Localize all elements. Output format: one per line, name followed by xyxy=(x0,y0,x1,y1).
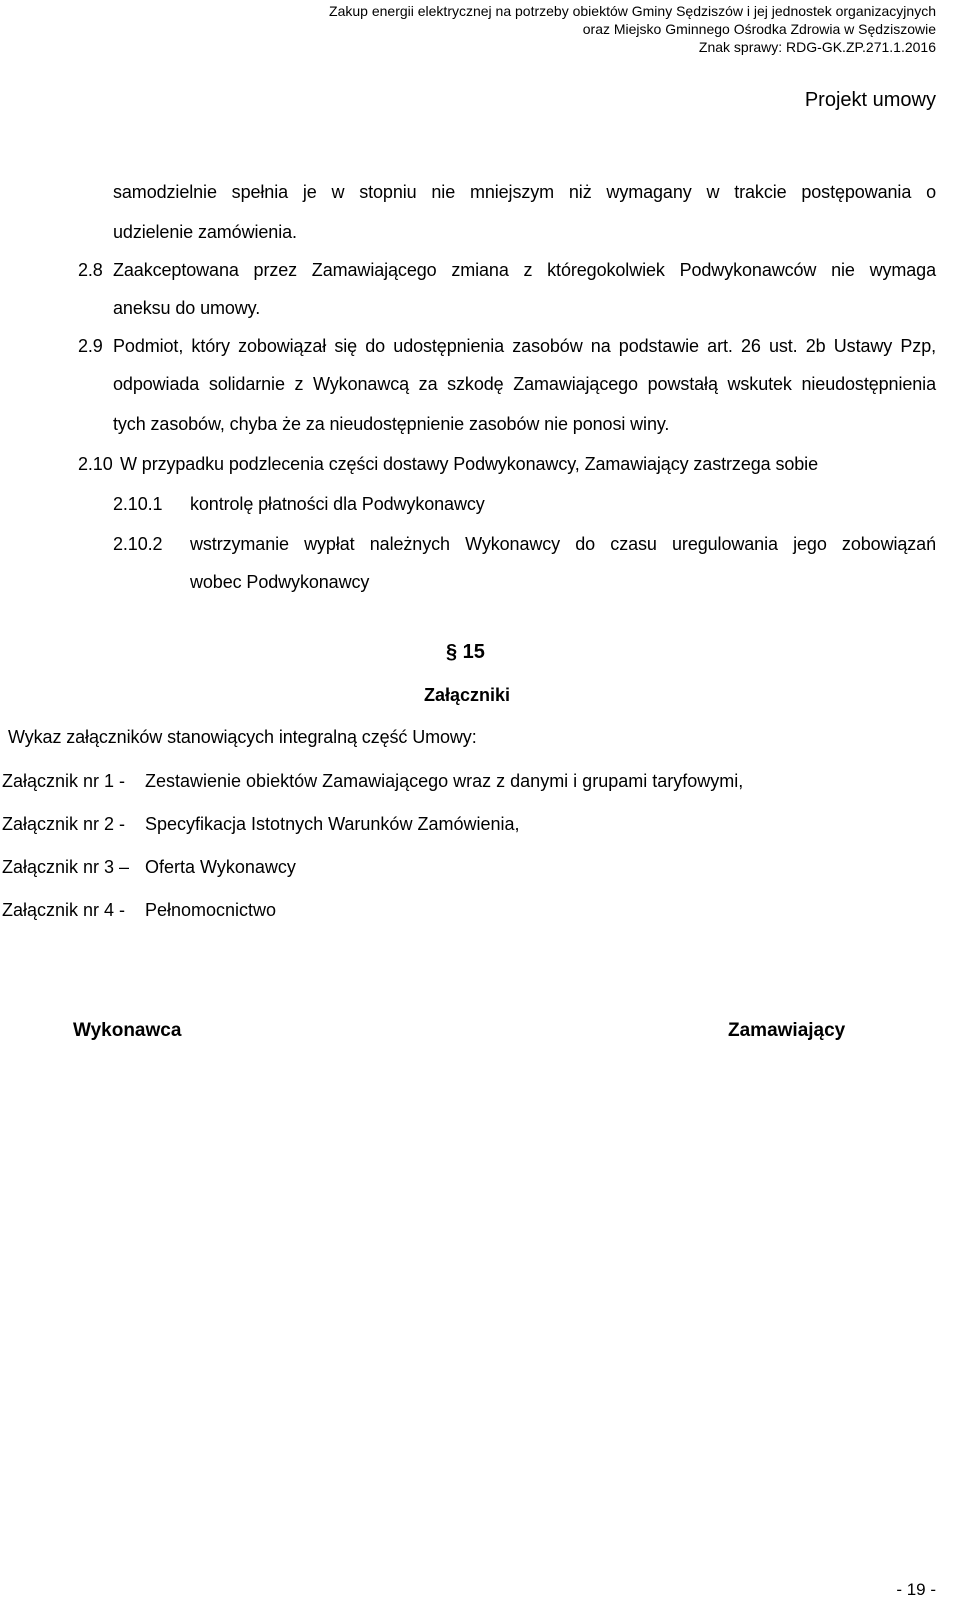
clause-2-9-line-1: Podmiot, który zobowiązał się do udostępnienia zasobów na podstawie art. 26 ust. 2b Ustawy Pzp, xyxy=(113,336,936,356)
attachment-3-text: Oferta Wykonawcy xyxy=(145,857,296,877)
attachment-4-text: Pełnomocnictwo xyxy=(145,900,277,920)
attachment-1-label: Załącznik nr 1 - xyxy=(2,771,126,791)
clause-2-10-2-line-1: wstrzymanie wypłat należnych Wykonawcy do czasu uregulowania jego zobowiązań xyxy=(190,534,936,554)
clause-2-10-text: W przypadku podzlecenia części dostawy Podwykonawcy, Zamawiający zastrzega sobie xyxy=(120,454,818,474)
clause-2-9-number: 2.9 xyxy=(78,336,103,356)
header-line-2: oraz Miejsko Gminnego Ośrodka Zdrowia w Sędziszowie xyxy=(582,21,936,37)
signature-ordering-party: Zamawiający xyxy=(728,1020,846,1041)
section-symbol: § 15 xyxy=(446,641,485,663)
attachment-1-text: Zestawienie obiektów Zamawiającego wraz z danymi i grupami taryfowymi, xyxy=(145,771,744,791)
clause-2-10-2-line-2: wobec Podwykonawcy xyxy=(190,572,370,592)
signature-contractor: Wykonawca xyxy=(73,1020,182,1041)
attachment-3-label: Załącznik nr 3 – xyxy=(2,857,130,877)
paragraph-continuation-line-2: udzielenie zamówienia. xyxy=(113,222,297,242)
clause-2-9-line-3: tych zasobów, chyba że za nieudostępnienie zasobów nie ponosi winy. xyxy=(113,414,670,434)
clause-2-10-2-number: 2.10.2 xyxy=(113,534,163,554)
paragraph-continuation-line-1: samodzielnie spełnia je w stopniu nie mniejszym niż wymagany w trakcie postępowania o xyxy=(113,182,936,202)
clause-2-10-number: 2.10 xyxy=(78,454,113,474)
clause-2-9-line-2: odpowiada solidarnie z Wykonawcą za szkodę Zamawiającego powstałą wskutek nieudostępnienia xyxy=(113,374,936,394)
attachment-2-text: Specyfikacja Istotnych Warunków Zamówienia, xyxy=(145,814,520,834)
clause-2-10-1-text: kontrolę płatności dla Podwykonawcy xyxy=(190,494,485,514)
header-case-number: Znak sprawy: RDG-GK.ZP.271.1.2016 xyxy=(698,39,936,55)
clause-2-10-1-number: 2.10.1 xyxy=(113,494,163,514)
attachment-2-label: Załącznik nr 2 - xyxy=(2,814,126,834)
clause-2-8-line-2: aneksu do umowy. xyxy=(113,298,261,318)
section-title: Załączniki xyxy=(424,685,511,705)
page-number: - 19 - xyxy=(896,1580,936,1599)
clause-2-8-line-1: Zaakceptowana przez Zamawiającego zmiana z któregokolwiek Podwykonawców nie wymaga xyxy=(113,260,936,280)
header-line-1: Zakup energii elektrycznej na potrzeby obiektów Gminy Sędziszów i jej jednostek organizacyjnych xyxy=(329,3,936,19)
attachments-intro: Wykaz załączników stanowiących integralną część Umowy: xyxy=(8,727,477,747)
document-title: Projekt umowy xyxy=(804,89,936,111)
attachment-4-label: Załącznik nr 4 - xyxy=(2,900,126,920)
clause-2-8-number: 2.8 xyxy=(78,260,103,280)
